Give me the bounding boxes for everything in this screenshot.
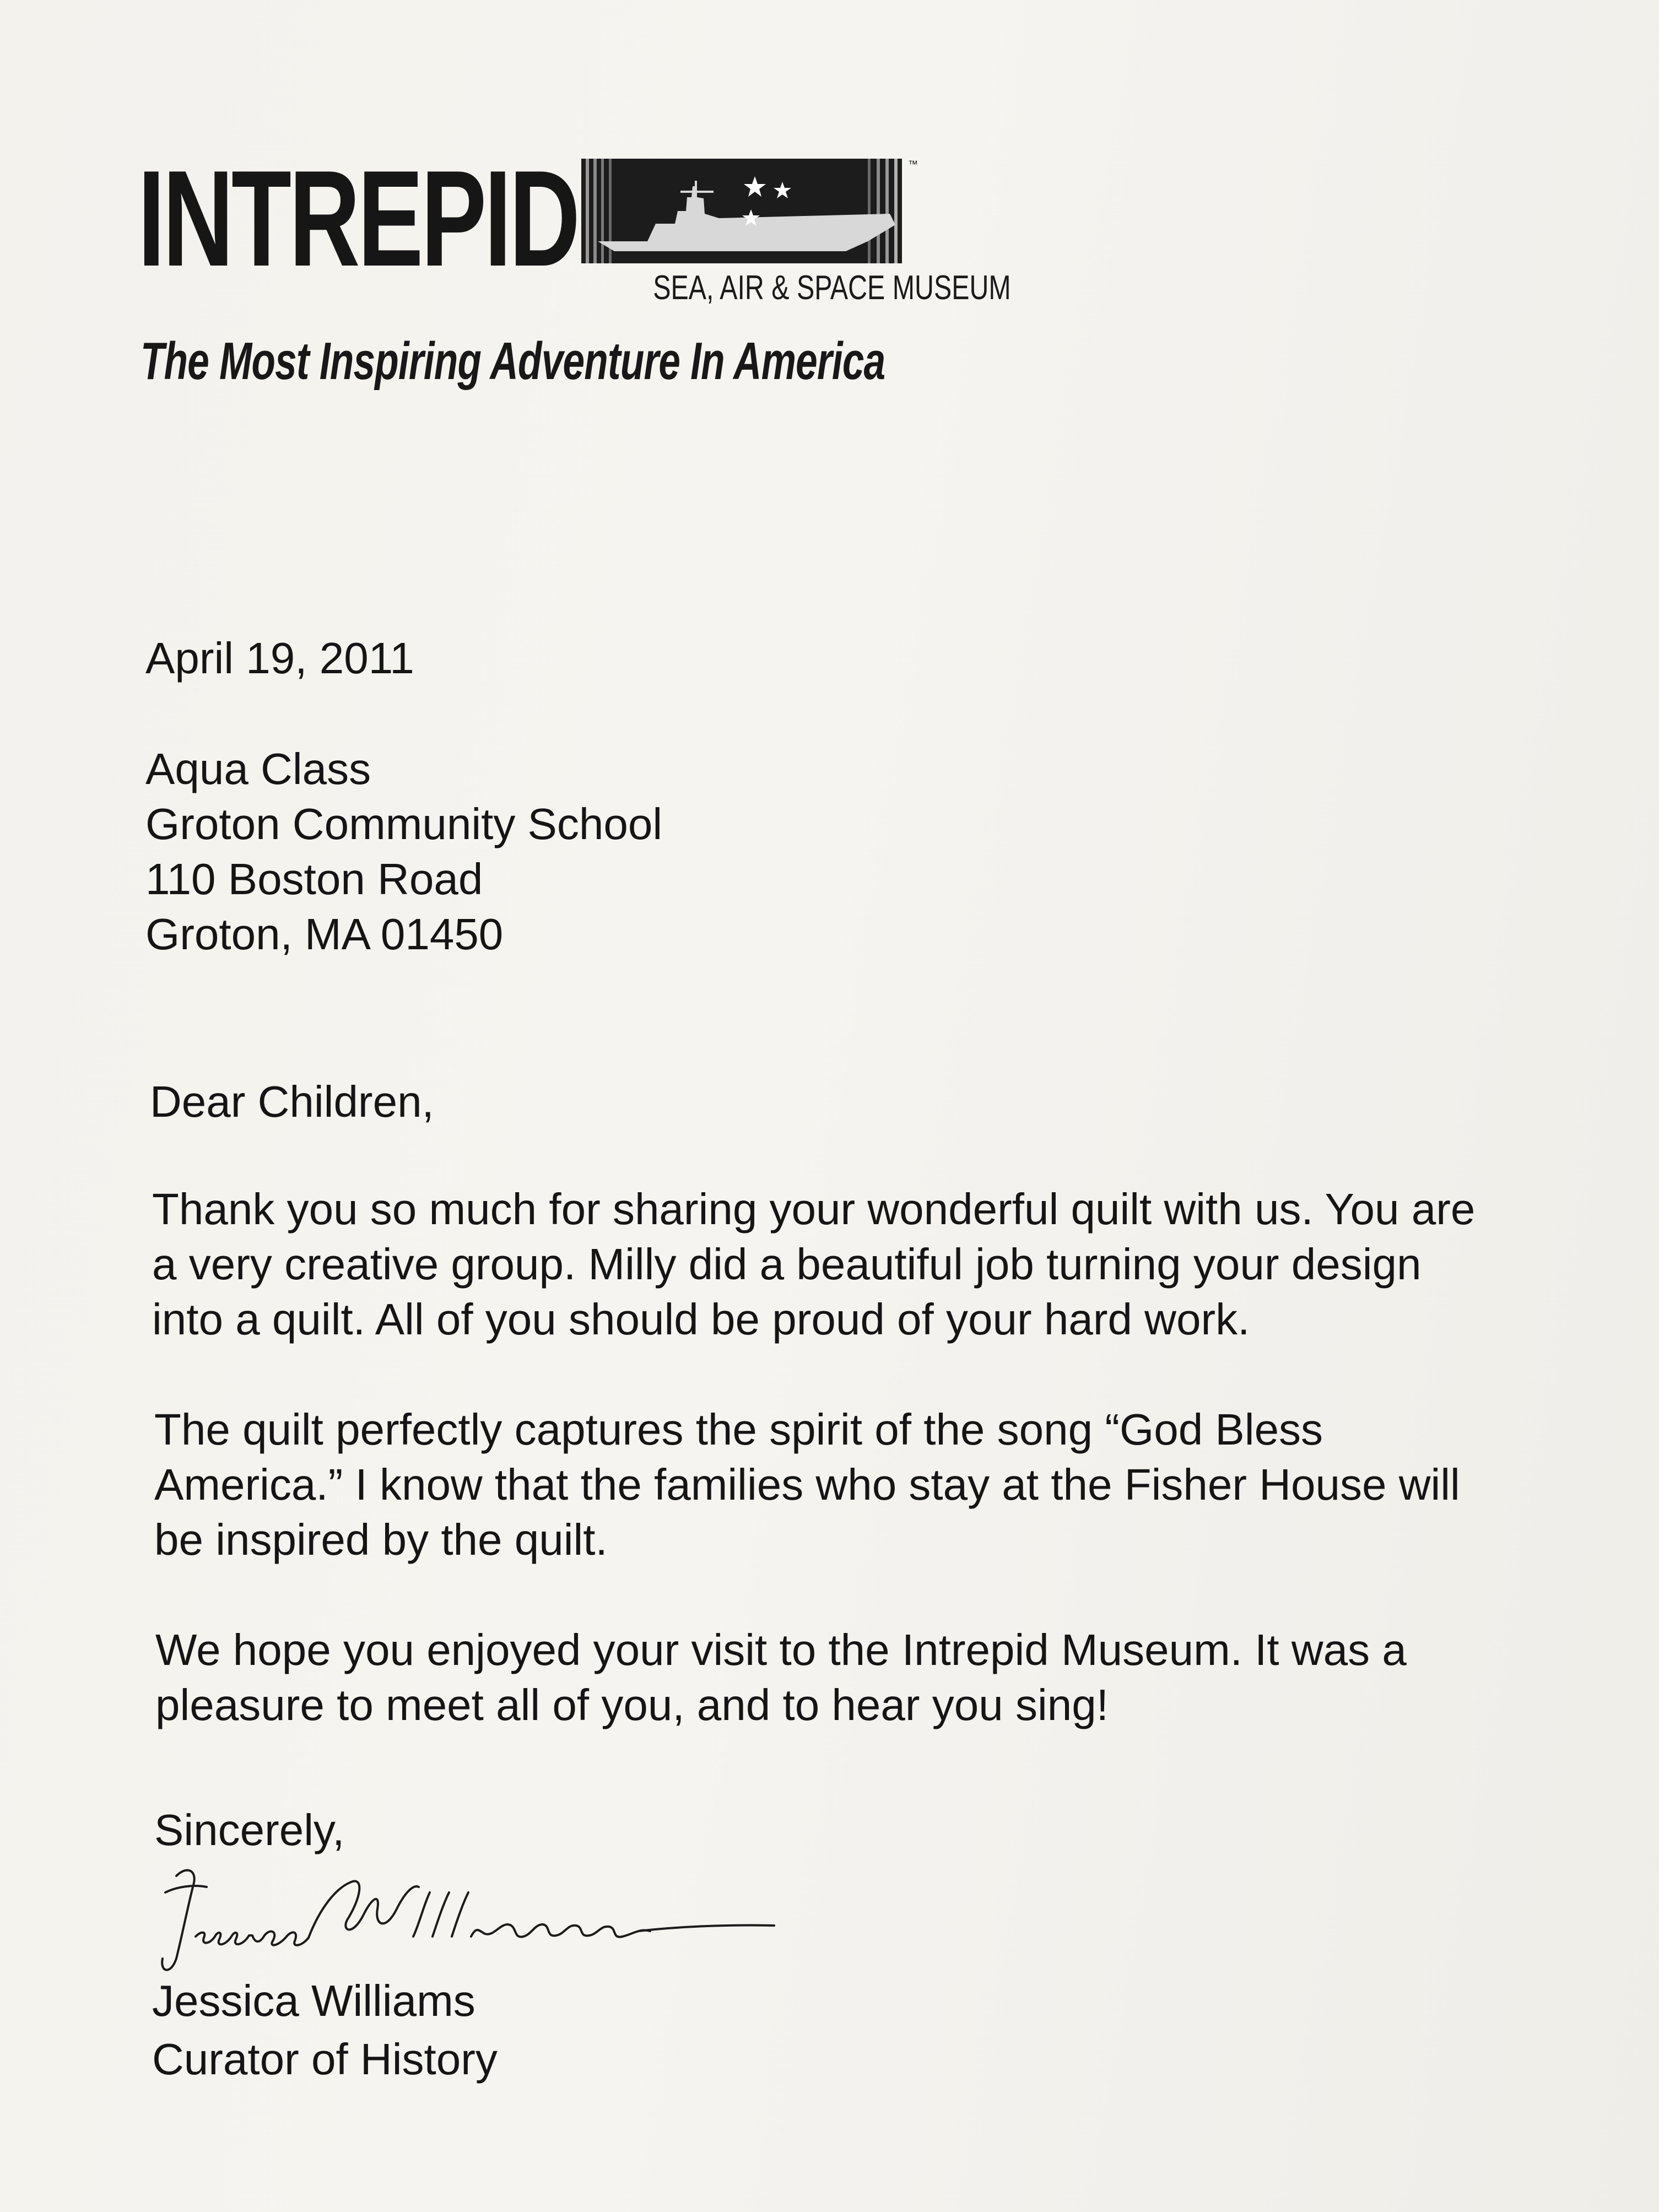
letterhead-tagline: The Most Inspiring Adventure In America [140,332,885,391]
paragraph-line: We hope you enjoyed your visit to the Intrepid Museum. It was a [155,1625,1407,1674]
paragraph-line: pleasure to meet all of you, and to hear you sing! [155,1680,1109,1729]
paragraph-line: Thank you so much for sharing your wonderful quilt with us. You are [152,1185,1476,1234]
letter-date: April 19, 2011 [145,634,414,683]
paragraph-line: America.” I know that the families who stay at the Fisher House will [154,1460,1460,1509]
recipient-address [145,742,662,962]
recipient-line: Groton Community School [145,799,663,848]
intrepid-logo-wordmark: INTREPID [138,142,578,295]
body-paragraph-2 [154,1402,1460,1567]
paragraph-line: be inspired by the quilt. [154,1515,608,1564]
recipient-line: Groton, MA 01450 [145,910,504,959]
paragraph-line: a very creative group. Milly did a beautiful job turning your design [152,1240,1422,1289]
paragraph-line: into a quilt. All of you should be proud of your hard work. [152,1295,1250,1344]
signer-title: Curator of History [152,2035,498,2084]
paragraph-line: The quilt perfectly captures the spirit of the song “God Bless [154,1405,1323,1454]
museum-subtitle: SEA, AIR & SPACE MUSEUM [653,269,1011,307]
trademark-symbol: ™ [908,159,918,170]
salutation: Dear Children, [150,1077,434,1126]
handwritten-signature [154,1854,782,1986]
recipient-line: 110 Boston Road [145,854,483,904]
recipient-line: Aqua Class [145,744,371,793]
signer-name: Jessica Williams [152,1976,475,2025]
body-paragraph-3 [155,1623,1407,1733]
body-paragraph-1 [152,1182,1475,1347]
closing: Sincerely, [154,1805,345,1854]
aircraft-carrier-with-stars-icon [581,159,902,263]
